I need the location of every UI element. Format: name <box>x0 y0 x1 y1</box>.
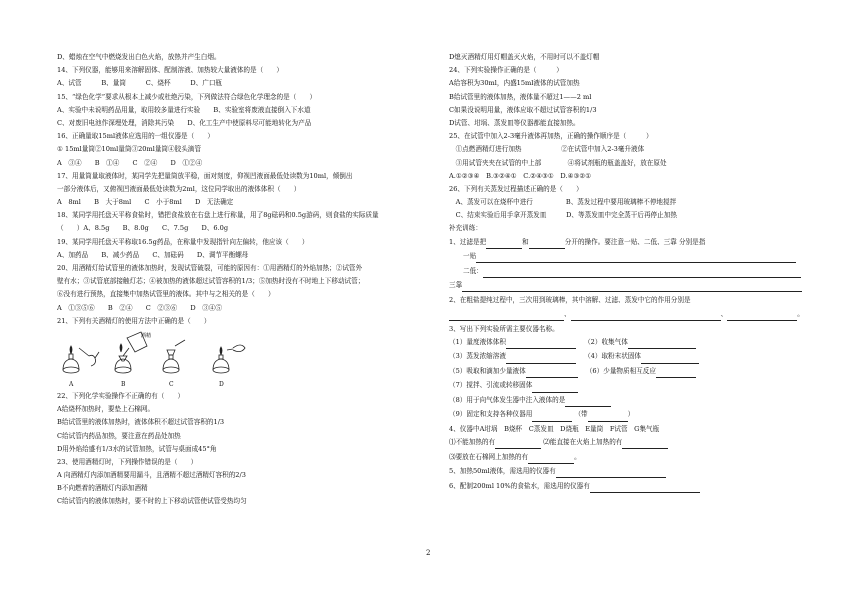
blank-input[interactable] <box>622 439 668 449</box>
blank-input[interactable] <box>556 468 666 478</box>
blank-input[interactable] <box>449 311 564 321</box>
q15-options-ab: A、实验中未说明药品用量，取用较多量进行实验 B、实验室将废液直接倒入下水道 <box>57 105 311 114</box>
blank-input[interactable] <box>590 483 700 493</box>
fill-q3-row-5: （8）用于向气体发生器中注入液体的是 <box>449 394 811 409</box>
q22-option-a: A给烧杯加热时，要垫上石棉网。 <box>57 405 155 414</box>
q24-option-c: C如果没说明用量，液体应取不超过试管容积的1/3 <box>449 105 597 114</box>
q25-steps-2: ③用试管夹夹在试管的中上部 ④将试剂瓶的瓶盖盖好，放在原处 <box>449 158 667 167</box>
fill-q3-row-6: （9）固定和支持各种仪器用 （带 ） <box>449 408 811 423</box>
q25-steps-1: ①点燃酒精灯进行加热 ②在试管中加入2-3毫升液体 <box>449 145 645 154</box>
fill-q3-row-1: （1）量度液体体积 （2）收集气体 <box>449 336 811 351</box>
q26-stem: 26、下列有关蒸发过程描述正确的是（ ） <box>449 184 583 193</box>
q15-options-cd: C、对废旧电池作深埋处理，消除其污染 D、化工生产中使原料尽可能地转化为产品 <box>57 118 312 127</box>
lamp-d-icon <box>213 345 245 373</box>
q24-option-b: B给试管里的液体加热，液体量不超过1——2 ml <box>449 92 592 101</box>
fill-q3-row-4: （7）搅拌、引流或转移固体 <box>449 379 811 394</box>
q20-stem-3: ⑥没有进行预热，直接集中加热试管里的液体。其中与之相关的是（ ） <box>57 290 275 299</box>
q20-options: A ①③⑤⑥ B ②④ C ②③⑥ D ③④⑤ <box>57 303 223 312</box>
blank-input[interactable] <box>532 412 572 422</box>
fill-q2: 2、在粗盐提纯过程中，三次用到玻璃棒，其中溶解、过滤、蒸发中它的作用分别是 <box>449 295 691 304</box>
fill-q1-erdi: 二低： <box>449 265 811 280</box>
q16-stem: 16、正确量取15ml液体应选用的一组仪器是（ ） <box>57 132 215 141</box>
blank-input[interactable] <box>483 268 801 278</box>
alcohol-lamp-figure <box>57 328 257 378</box>
q16-options: A ③④ B ①④ C ②④ D ①②④ <box>57 158 203 167</box>
lamp-label-d: D <box>219 380 224 388</box>
blank-input[interactable] <box>532 383 578 393</box>
blank-input[interactable] <box>486 239 522 249</box>
q23-option-b: B不向燃着的酒精灯内添加酒精 <box>57 484 148 493</box>
blank-input[interactable] <box>641 354 699 364</box>
fill-q5: 5、加热50ml液体，需选用的仪器有 <box>449 465 811 480</box>
q22-stem: 22、下列化学实验操作不正确的有（ ） <box>57 391 185 400</box>
fill-q2-answers: 、 、 。 <box>449 308 811 323</box>
fill-q1-sankao: 三靠 <box>449 279 811 294</box>
fill-q3-row-3: （5）吸取和滴加少量液体 （6）少量物质相互反应 <box>449 365 811 380</box>
q22-option-b: B给试管里的液体加热时，液体体积不超过试管容积的1/3 <box>57 418 225 427</box>
lamp-label-b: B <box>121 380 126 388</box>
q21-stem: 21、下列有关酒精灯的使用方法中正确的是（ ） <box>57 316 211 325</box>
q23-stem: 23、使用酒精灯时，下列操作错误的是（ ） <box>57 457 198 466</box>
q23-option-d: D熄灭酒精灯用灯帽盖灭火焰，不用时可以不盖灯帽 <box>449 53 600 61</box>
q23-option-c: C给试管内的液体加热时，要不时的上下移动试管使试管受热均匀 <box>57 497 247 506</box>
q23-option-a: A 向酒精灯内添加酒精要用漏斗，且酒精不超过酒精灯容积的2/3 <box>57 471 246 480</box>
q24-option-a: A给容积为30ml，内盛15ml液体的试管加热 <box>449 79 580 88</box>
lamp-label-a: A <box>69 380 74 388</box>
fill-q6: 6、配制200ml 10%的食盐水，需选用的仪器有 <box>449 480 811 495</box>
supplement-heading: 补充训练： <box>449 224 482 233</box>
blank-input[interactable] <box>588 412 628 422</box>
blank-input[interactable] <box>495 439 541 449</box>
q15-stem: 15、“绿色化学”要求从根本上减少或杜绝污染，下列做法符合绿色化学理念的是（ ） <box>57 92 317 101</box>
q26-options-ab: A、蒸发可以在烧杯中进行 B、蒸发过程中要用玻璃棒不停地搅拌 <box>449 198 677 207</box>
q24-option-d: D试管、坩埚、蒸发皿等仪器都能直接加热。 <box>449 118 580 127</box>
q14-stem: 14、下列仪器，能够用来溶解固体、配制溶液、加热较大量液体的是（ ） <box>57 66 283 75</box>
blank-input[interactable] <box>462 282 802 292</box>
blank-input[interactable] <box>506 354 576 364</box>
q22-option-c: C给试管内药品加热，要注意在药品处加热 <box>57 431 181 440</box>
left-column <box>57 51 429 509</box>
q24-stem: 24、下列实验操作正确的是（ ） <box>449 66 563 75</box>
q18-stem: 18、某同学用托盘天平称食盐时，错把食盐放在右盘上进行称量，用了8g砝码和0.5g游码，则食盐的实际质量 <box>57 211 379 220</box>
blank-input[interactable] <box>656 368 696 378</box>
q14-options: A、试管 B、量筒 C、烧杯 D、广口瓶 <box>57 79 223 88</box>
page-number: 2 <box>426 549 431 557</box>
q22-option-d: D用外焰给盛有1/3水的试管加热，试管与桌面成45°角 <box>57 444 217 453</box>
blank-input[interactable] <box>476 253 796 263</box>
fill-q3-row-2: （3）蒸发浓缩溶液 （4）取粉末状固体 <box>449 350 811 365</box>
blank-input[interactable] <box>727 311 797 321</box>
q19-stem: 19、某同学用托盘天平称取16.5g药品，在称量中发现指针向左偏转，他应该（ ） <box>57 237 309 246</box>
fill-q4-parts-1-2: ⑴不能加热的有 ⑵能直接在火焰上加热的有 <box>449 436 811 451</box>
blank-input[interactable] <box>526 368 578 378</box>
fill-q4: 4、仪器中A坩埚 B烧杯 C蒸发皿 D烧瓶 E量筒 F试管 G集气瓶 <box>449 424 660 433</box>
q17-options: A 8ml B 大于8ml C 小于8ml D 无法确定 <box>57 198 234 207</box>
lamp-c-icon <box>163 340 185 373</box>
fill-q4-part-3: ⑶要放在石棉网上加热的有 。 <box>449 451 811 466</box>
lamp-labels <box>57 378 257 390</box>
q13-option-d: D、蜡烛在空气中燃烧发出白色火焰，放热并产生白烟。 <box>57 53 221 61</box>
blank-input[interactable] <box>571 311 721 321</box>
blank-input[interactable] <box>628 339 696 349</box>
alcohol-bottle-label: 酒精 <box>141 332 152 339</box>
q17-stem-2: 一部分液体后，又俯视凹液面最低处读数为2ml，这位同学取出的液体体积（ ） <box>57 184 301 193</box>
lamp-a-icon <box>63 346 99 373</box>
q25-stem: 25、在试管中加入2-3毫升液体再加热，正确的操作顺序是（ ） <box>449 132 653 141</box>
alcohol-lamp-illustrations <box>57 328 257 378</box>
q18-options: （ ）A、8.5g B、8.0g C、7.5g D、6.0g <box>57 224 229 233</box>
q16-items: ① 15ml量筒②10ml量筒③20ml量筒④胶头滴管 <box>57 145 201 154</box>
lamp-label-c: C <box>169 380 174 388</box>
q20-stem-1: 20、用酒精灯给试管里的液体加热时，发现试管破裂，可能的原因有：①用酒精灯的外焰加热；②试管外 <box>57 264 363 272</box>
q26-options-cd: C、结束实验后用手拿开蒸发皿 D、等蒸发皿中完全蒸干后再停止加热 <box>449 211 677 220</box>
q20-stem-2: 壁有水；③试管底部接触灯芯；④被加热的液体超过试管容积的1/3；⑤加热时没有不时地上下移动试管； <box>57 277 365 286</box>
right-column <box>449 51 811 494</box>
blank-input[interactable] <box>565 397 611 407</box>
q17-stem-1: 17、用量筒量取液体时，某同学先把量筒放平稳，面对刻度，仰视凹液面最低处读数为10ml，倾倒出 <box>57 171 353 180</box>
q19-options: A、加药品 B、减少药品 C、加砝码 D、调节平衡螺母 <box>57 250 249 259</box>
blank-input[interactable] <box>528 454 574 464</box>
blank-input[interactable] <box>529 239 565 249</box>
q25-options: A.①②③④ B.③②④① C.②④③① D.④③②① <box>449 171 592 180</box>
fill-q3: 3、写出下列实验所需主要仪器名称。 <box>449 324 559 333</box>
blank-input[interactable] <box>506 339 576 349</box>
fill-q1: 1、过滤是把 和 分开的操作。要注意一贴、二低、三靠 分别是指 <box>449 236 811 251</box>
fill-q1-yitie: 一贴 <box>449 250 811 265</box>
